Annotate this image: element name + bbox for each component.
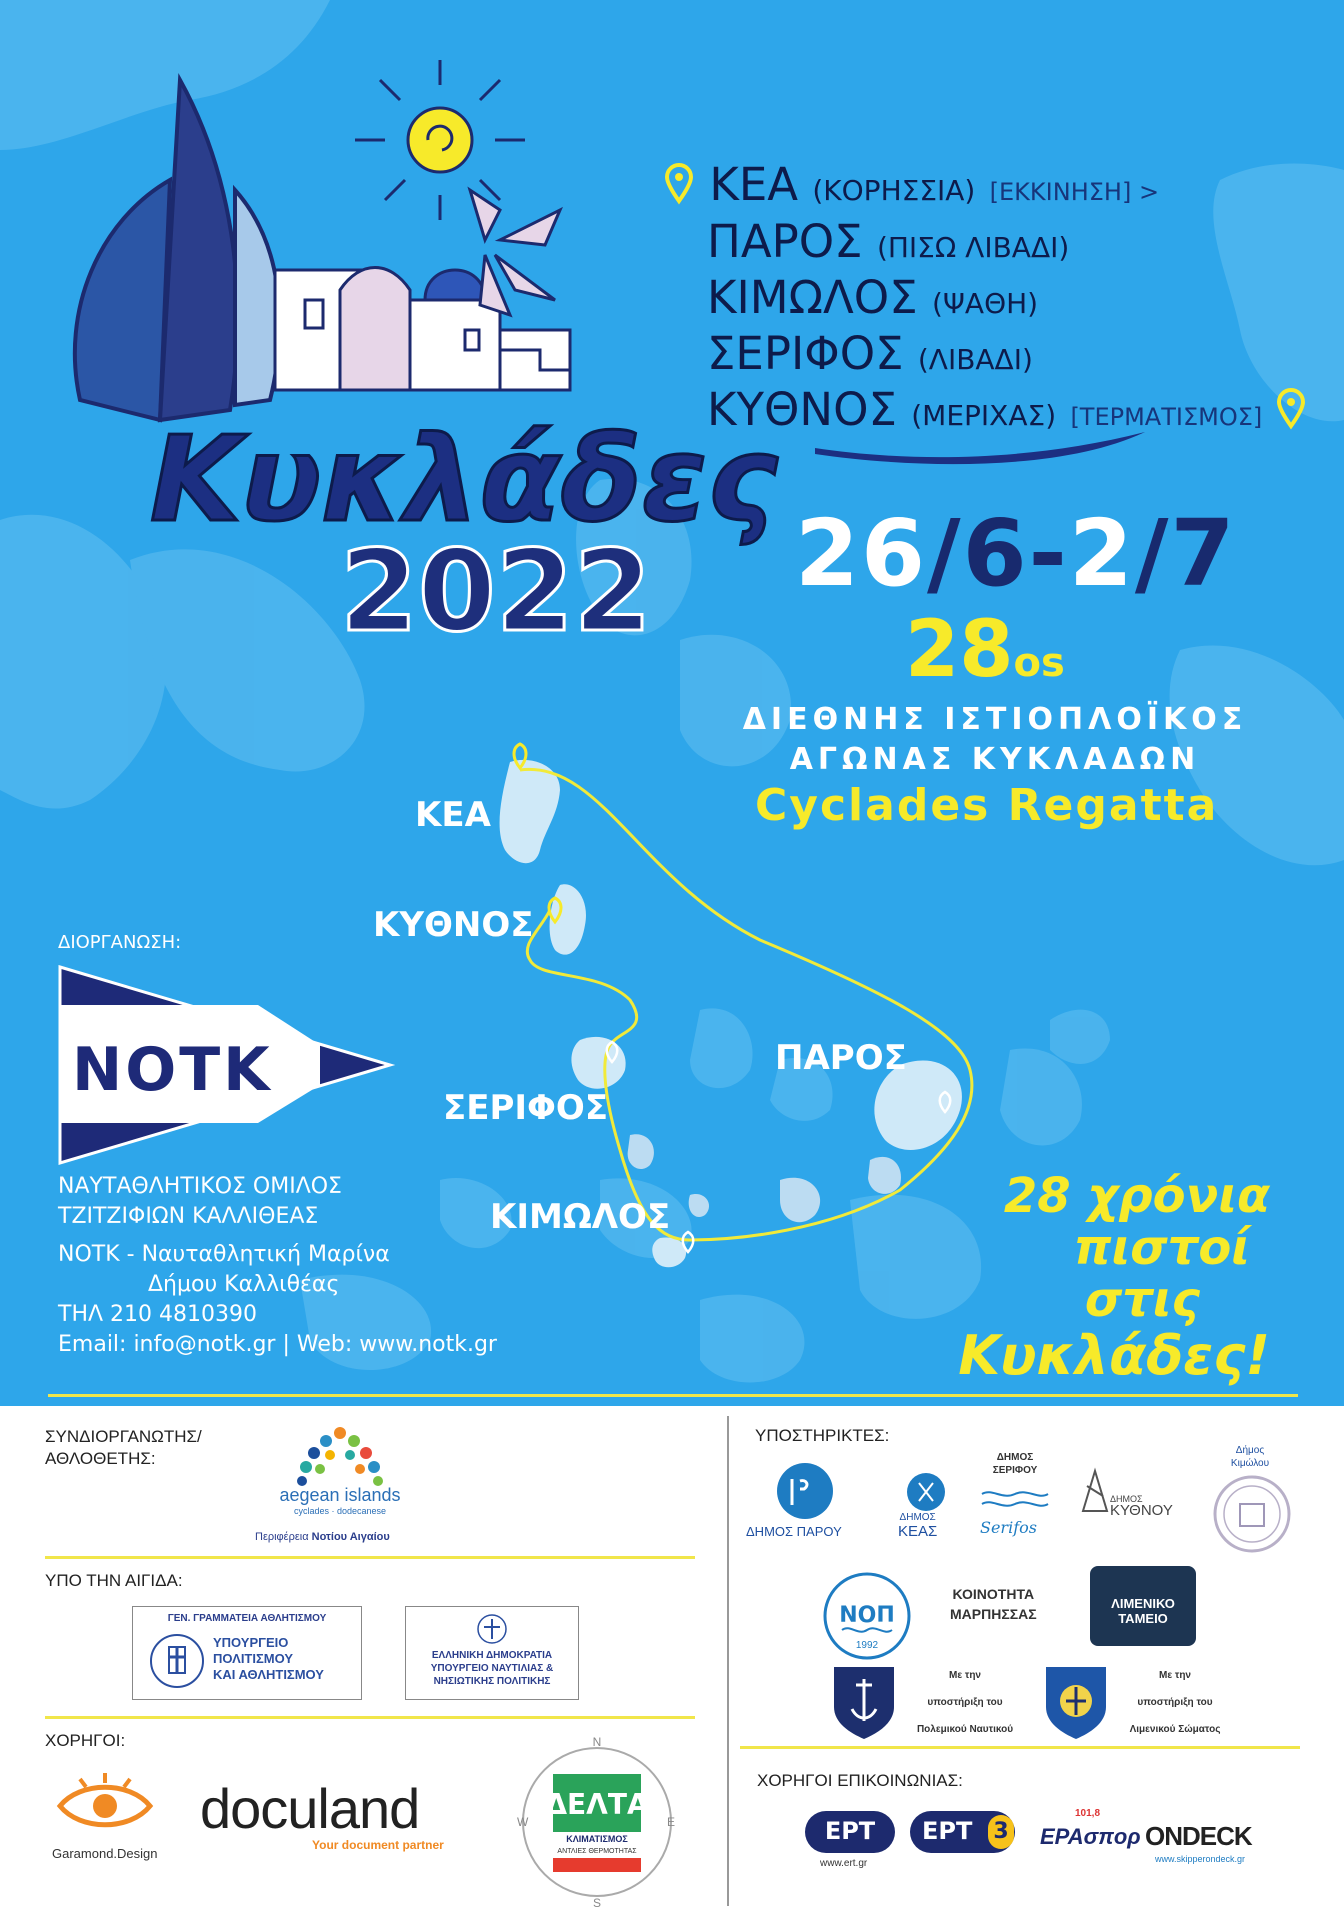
kea-island xyxy=(500,760,560,863)
doculand-logo: doculand xyxy=(200,1777,420,1840)
route-paros xyxy=(707,217,1307,273)
sun-icon xyxy=(355,60,525,220)
route-kimolos xyxy=(707,273,1307,329)
map-label-serifos: ΣΕΡΙΦΟΣ xyxy=(443,1088,609,1128)
sponsors-label: ΧΟΡΗΓΟΙ: xyxy=(45,1731,126,1750)
route-list xyxy=(665,160,1307,442)
supporters-label: ΥΠΟΣΤΗΡΙΚΤΕΣ: xyxy=(755,1426,890,1445)
aegean-islands-logo xyxy=(250,1421,430,1521)
svg-text:ΑΝΤΛΙΕΣ ΘΕΡΜΟΤΗΤΑΣ: ΑΝΤΛΙΕΣ ΘΕΡΜΟΤΗΤΑΣ xyxy=(557,1848,637,1855)
organizer-heading: ΔΙΟΡΓΑΝΩΣΗ: xyxy=(58,932,182,953)
organizer-contact-link[interactable]: Email: info@notk.gr | Web: www.notk.gr xyxy=(58,1332,497,1357)
doculand-tagline: Your document partner xyxy=(312,1838,444,1852)
divider xyxy=(740,1746,1300,1749)
route-island: ΠΑΡΟΣ xyxy=(707,215,863,268)
garamond-eye-logo xyxy=(50,1771,160,1841)
svg-text:ΔΕΛΤΑ: ΔΕΛΤΑ xyxy=(545,1788,649,1821)
svg-text:ΝΟΠ: ΝΟΠ xyxy=(839,1603,895,1628)
marpissa-community: ΚΟΙΝΟΤΗΤΑ ΜΑΡΠΗΣΣΑΣ xyxy=(950,1586,1037,1622)
route-port: (ΜΕΡΙΧΑΣ) xyxy=(911,399,1057,432)
vertical-divider xyxy=(727,1416,729,1906)
garamond-name: Garamond.Design xyxy=(52,1846,158,1861)
map-label-kythnos: ΚΥΘΝΟΣ xyxy=(373,905,534,945)
hellenic-navy-logo xyxy=(828,1661,900,1741)
navy-support-text: Με την υποστήριξη του Πολεμικού Ναυτικού xyxy=(916,1670,1014,1735)
route-island: ΣΕΡΙΦΟΣ xyxy=(707,327,904,380)
aegean-name: aegean islands xyxy=(279,1485,401,1505)
route-serifos xyxy=(707,329,1307,385)
map-label-kea: ΚΕΑ xyxy=(415,795,491,835)
coorganizer-label: ΣΥΝΔΙΟΡΓΑΝΩΤΗΣ/ ΑΘΛΟΘΕΤΗΣ: xyxy=(45,1427,202,1468)
serifos-island xyxy=(571,1037,625,1089)
route-port: (ΚΟΡΗΣΣΙΑ) xyxy=(812,174,976,207)
kimolos-emblem-logo xyxy=(1212,1474,1292,1554)
serifos-municipality-name: ΔΗΜΟΣ ΣΕΡΙΦΟΥ xyxy=(992,1452,1038,1476)
notk-flag-text: NOTK xyxy=(72,1035,273,1105)
location-pin-icon xyxy=(665,163,695,213)
ert3-logo: ΕΡΤ 3 xyxy=(910,1811,1015,1853)
route-tag: [ΤΕΡΜΑΤΙΣΜΟΣ] xyxy=(1070,403,1263,431)
route-kea xyxy=(665,160,1307,217)
delta-compass-logo xyxy=(515,1734,680,1909)
greek-emblem-icon xyxy=(476,1613,508,1645)
route-island: ΚΥΘΝΟΣ xyxy=(707,383,897,436)
map-label-paros: ΠΑΡΟΣ xyxy=(775,1038,907,1078)
kythnos-island xyxy=(550,884,586,954)
keas-municipality-logo xyxy=(905,1471,947,1513)
serifos-script: Serifos xyxy=(980,1518,1037,1537)
logo-year: 2022 xyxy=(340,527,652,657)
divider xyxy=(45,1716,695,1719)
sponsors-section xyxy=(0,1406,1344,1920)
kimolos-municipality-name: Δήμος Κιμώλου xyxy=(1230,1445,1270,1469)
svg-text:1992: 1992 xyxy=(855,1640,879,1651)
route-port: (ΛΙΒΑΔΙ) xyxy=(917,343,1033,376)
media-sponsors-label: ΧΟΡΗΓΟΙ ΕΠΙΚΟΙΝΩΝΙΑΣ: xyxy=(757,1771,963,1790)
event-dates: 26/6-2/7 xyxy=(795,500,1237,607)
route-port: (ΠΙΣΩ ΛΙΒΑΔΙ) xyxy=(876,231,1070,264)
ministry-culture-logo: ΓΕΝ. ΓΡΑΜΜΑΤΕΙΑ ΑΘΛΗΤΙΣΜΟΥ ΥΠΟΥΡΓΕΙΟ ΠΟΛΙΤΙΣΜΟΥ ΚΑΙ ΑΘΛΗΤΙΣΜΟΥ xyxy=(132,1606,362,1700)
paros-municipality-name: ΔΗΜΟΣ ΠΑΡΟΥ xyxy=(746,1524,842,1539)
kythnos-municipality-logo xyxy=(1075,1466,1115,1516)
svg-text:ΚΛΙΜΑΤΙΣΜΟΣ: ΚΛΙΜΑΤΙΣΜΟΣ xyxy=(566,1834,628,1844)
keas-municipality-name: ΔΗΜΟΣ ΚΕΑΣ xyxy=(898,1512,938,1540)
ministry-maritime-logo: ΕΛΛΗΝΙΚΗ ΔΗΜΟΚΡΑΤΙΑ ΥΠΟΥΡΓΕΙΟ ΝΑΥΤΙΛΙΑΣ & ΝΗΣΙΩΤΙΚΗΣ ΠΟΛΙΤΙΚΗΣ xyxy=(405,1606,579,1700)
edition-number: 28os xyxy=(905,605,1065,695)
logo-title: Κυκλάδες xyxy=(150,410,778,548)
nop-club-logo xyxy=(822,1566,912,1666)
aegis-label: ΥΠΟ ΤΗΝ ΑΙΓΙΔΑ: xyxy=(45,1571,183,1590)
divider xyxy=(45,1556,695,1559)
organizer-info: ΝΑΥΤΑΘΛΗΤΙΚΟΣ ΟΜΙΛΟΣ ΤΖΙΤΖΙΦΙΩΝ ΚΑΛΛΙΘΕΑΣ ΝΟΤΚ - Ναυταθλητική Μαρίνα Δήμου Καλλιθέας ΤΗΛ 210 4810390 Email: info@notk.gr | Web: www.notk.gr xyxy=(58,1172,497,1360)
race-title: ΔΙΕΘΝΗΣ ΙΣΤΙΟΠΛΟΪΚΟΣ ΑΓΩΝΑΣ ΚΥΚΛΑΔΩΝ xyxy=(742,702,1248,777)
aegean-region: Περιφέρεια Νοτίου Αιγαίου xyxy=(255,1531,390,1543)
coast-guard-support-text: Με την υποστήριξη του Λιμενικού Σώματος xyxy=(1129,1670,1221,1735)
route-island: ΚΕΑ xyxy=(709,158,799,211)
notk-flag-logo xyxy=(58,965,393,1165)
ondeck-logo: ONDECK xyxy=(1145,1821,1252,1851)
port-fund-logo: ΛΙΜΕΝΙΚΟ ΤΑΜΕΙΟ xyxy=(1090,1566,1196,1646)
slogan: 28 χρόνια πιστοί στις Κυκλάδες! xyxy=(958,1168,1270,1387)
regatta-title: Cyclades Regatta xyxy=(755,780,1219,831)
ondeck-url: www.skipperondeck.gr xyxy=(1155,1854,1246,1864)
era-frequency: 101,8 xyxy=(1075,1808,1101,1819)
svg-text:cyclades · dodecanese: cyclades · dodecanese xyxy=(293,1506,387,1516)
era-sport-logo: ΕΡΑσπορ xyxy=(1040,1824,1141,1849)
greek-emblem-icon xyxy=(147,1631,207,1691)
kythnos-municipality-name: ΔΗΜΟΣ ΚΥΘΝΟΥ xyxy=(1110,1494,1173,1519)
route-tag: [ΕΚΚΙΝΗΣΗ] > xyxy=(989,178,1160,206)
svg-text:N: N xyxy=(592,1735,602,1749)
wave-decoration xyxy=(815,430,1145,470)
ert-url: www.ert.gr xyxy=(820,1858,868,1869)
map-label-kimolos: ΚΙΜΩΛΟΣ xyxy=(490,1197,671,1237)
svg-text:S: S xyxy=(592,1896,602,1910)
paros-municipality-logo xyxy=(770,1461,840,1521)
route-island: ΚΙΜΩΛΟΣ xyxy=(707,271,918,324)
route-port: (ΨΑΘΗ) xyxy=(931,287,1039,320)
svg-text:W: W xyxy=(517,1815,529,1829)
coast-guard-logo xyxy=(1040,1661,1112,1741)
serifos-waves-logo xyxy=(980,1486,1050,1516)
location-pin-icon xyxy=(1277,388,1307,438)
ert-logo: ΕΡΤ xyxy=(805,1811,895,1853)
svg-text:E: E xyxy=(667,1815,676,1829)
divider xyxy=(48,1394,1298,1397)
